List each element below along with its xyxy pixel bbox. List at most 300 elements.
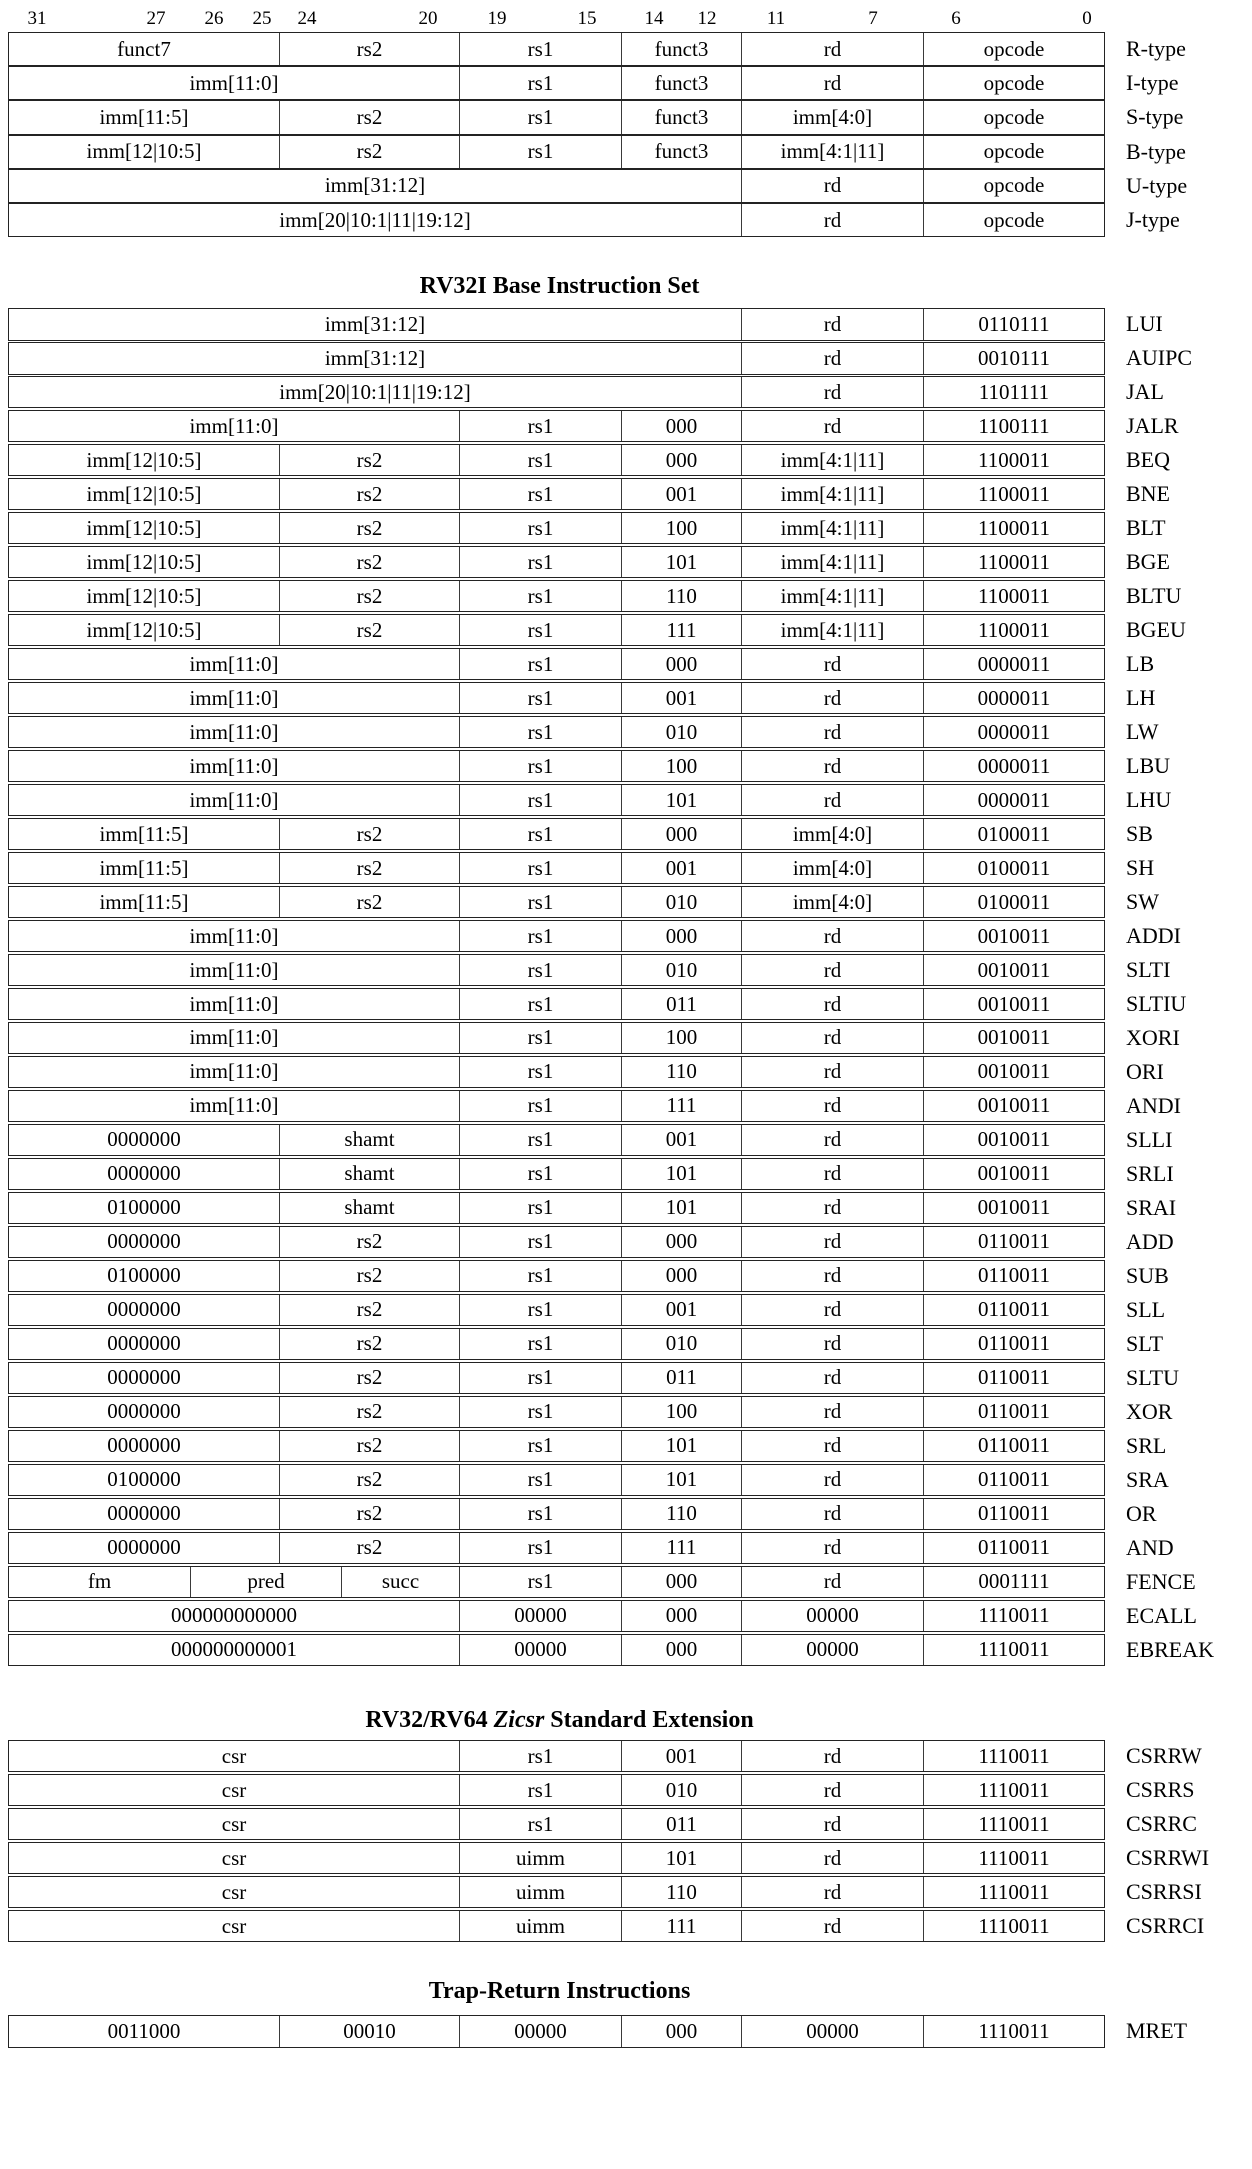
field-cell: rs1 — [459, 1091, 621, 1121]
field-cell: 0000000 — [107, 1399, 181, 1424]
field-cell: rs1 — [459, 1775, 621, 1805]
instruction-mnemonic: MRET — [1126, 2018, 1188, 2044]
field-cell: 00000 — [741, 1601, 923, 1631]
field-cell: 0010011 — [923, 1057, 1104, 1087]
field-cell: rd — [741, 1843, 923, 1873]
field-cell: imm[31:12] — [324, 173, 426, 198]
field-cell: imm[4:0] — [741, 853, 923, 883]
field-cell: rs1 — [459, 581, 621, 611]
field-cell: 0110011 — [923, 1465, 1104, 1495]
instruction-mnemonic: CSRRCI — [1126, 1913, 1205, 1939]
field-cell: succ — [341, 1567, 459, 1597]
bit-field-row — [8, 1192, 1105, 1224]
field-cell: rs1 — [459, 887, 621, 917]
bit-field-row — [8, 2015, 1105, 2047]
field-cell: rs1 — [459, 751, 621, 781]
field-cell: 110 — [621, 1057, 741, 1087]
field-cell: 0000000 — [107, 1365, 181, 1390]
bit-number: 14 — [644, 8, 664, 29]
format-row — [8, 169, 1248, 203]
bit-field-row — [8, 1910, 1105, 1942]
format-row — [8, 203, 1248, 237]
field-cell: 000 — [621, 411, 741, 441]
bit-field-row — [8, 1808, 1105, 1840]
bit-field-row — [8, 308, 1105, 340]
field-cell: 0000011 — [923, 717, 1104, 747]
bit-field-row — [8, 376, 1105, 408]
field-cell: rd — [741, 989, 923, 1019]
instruction-row — [8, 1600, 1248, 1632]
field-cell: 000 — [621, 921, 741, 951]
format-type-label: R-type — [1126, 36, 1186, 62]
field-cell: rd — [741, 377, 923, 407]
instruction-mnemonic: LW — [1126, 719, 1159, 745]
field-cell: 00000 — [459, 1635, 621, 1665]
bit-field-row — [8, 1124, 1105, 1156]
instruction-row — [8, 376, 1248, 408]
format-table — [8, 32, 1248, 237]
instruction-row — [8, 1362, 1248, 1394]
bit-field-row — [8, 1532, 1105, 1564]
instruction-row — [8, 1260, 1248, 1292]
bit-field-row — [8, 512, 1105, 544]
bit-field-row — [8, 444, 1105, 476]
field-cell: rd — [741, 1329, 923, 1359]
field-cell: 001 — [621, 683, 741, 713]
bit-field-row — [8, 580, 1105, 612]
field-cell: imm[11:0] — [189, 1025, 279, 1050]
bit-field-row — [8, 716, 1105, 748]
field-cell: 1110011 — [923, 1843, 1104, 1873]
field-cell: rd — [741, 1499, 923, 1529]
instruction-row — [8, 1876, 1248, 1908]
field-cell: rs1 — [459, 33, 621, 65]
bit-number: 6 — [951, 8, 961, 29]
bit-number: 11 — [766, 8, 786, 29]
field-cell: imm[11:0] — [189, 753, 279, 778]
field-cell: imm[11:0] — [189, 991, 279, 1016]
instruction-row — [8, 1396, 1248, 1428]
bit-field-row — [8, 614, 1105, 646]
field-cell: csr — [221, 1811, 247, 1836]
field-cell: imm[4:1|11] — [741, 513, 923, 543]
rv32i-table — [8, 308, 1248, 1666]
field-cell: rd — [741, 1877, 923, 1907]
bit-field-row — [8, 1328, 1105, 1360]
field-cell: 111 — [621, 615, 741, 645]
instruction-row — [8, 682, 1248, 714]
instruction-row — [8, 716, 1248, 748]
field-cell: imm[12|10:5] — [86, 549, 202, 574]
field-cell: 00000 — [741, 1635, 923, 1665]
bit-field-row — [8, 852, 1105, 884]
instruction-mnemonic: CSRRW — [1126, 1743, 1202, 1769]
field-cell: 0000011 — [923, 751, 1104, 781]
field-cell: rs2 — [279, 1363, 459, 1393]
field-cell: 101 — [621, 547, 741, 577]
field-cell: rd — [741, 1397, 923, 1427]
field-cell: rs2 — [279, 1533, 459, 1563]
field-cell: shamt — [279, 1159, 459, 1189]
trap-heading-text: Trap-Return Instructions — [428, 1978, 691, 2005]
field-cell: 0110011 — [923, 1295, 1104, 1325]
field-cell: rd — [741, 1363, 923, 1393]
field-cell: imm[20|10:1|11|19:12] — [279, 207, 471, 232]
instruction-mnemonic: SRA — [1126, 1466, 1169, 1492]
instruction-row — [8, 444, 1248, 476]
field-cell: 000000000001 — [171, 1637, 297, 1662]
field-cell: 00000 — [741, 2016, 923, 2046]
bit-field-row — [8, 920, 1105, 952]
field-cell: 0010011 — [923, 955, 1104, 985]
field-cell: 001 — [621, 1295, 741, 1325]
instruction-mnemonic: SLLI — [1126, 1126, 1173, 1152]
bit-field-row — [8, 954, 1105, 986]
field-cell: 00000 — [459, 1601, 621, 1631]
field-cell: rs1 — [459, 853, 621, 883]
field-cell: rs1 — [459, 1329, 621, 1359]
field-cell: rs1 — [459, 513, 621, 543]
bit-field-row — [8, 1294, 1105, 1326]
bit-number: 19 — [487, 8, 507, 29]
bit-number: 12 — [697, 8, 717, 29]
instruction-mnemonic: LH — [1126, 685, 1156, 711]
bit-field-row — [8, 1056, 1105, 1088]
field-cell: rd — [741, 955, 923, 985]
bit-field-row — [8, 1566, 1105, 1598]
field-cell: 011 — [621, 989, 741, 1019]
field-cell: rs2 — [279, 819, 459, 849]
field-cell: rs1 — [459, 445, 621, 475]
field-cell: rd — [741, 921, 923, 951]
field-cell: 0010011 — [923, 1023, 1104, 1053]
instruction-mnemonic: CSRRWI — [1126, 1845, 1210, 1871]
field-cell: imm[11:0] — [189, 787, 279, 812]
field-cell: rs1 — [459, 1023, 621, 1053]
field-cell: rs1 — [459, 1809, 621, 1839]
field-cell: rs2 — [279, 513, 459, 543]
bit-field-row — [8, 682, 1105, 714]
instruction-row — [8, 784, 1248, 816]
zicsr-heading-suffix: Standard Extension — [544, 1706, 754, 1733]
field-cell: 00000 — [459, 2016, 621, 2046]
field-cell: rd — [741, 1431, 923, 1461]
field-cell: 0000000 — [107, 1127, 181, 1152]
field-cell: csr — [221, 1845, 247, 1870]
format-type-label: U-type — [1126, 172, 1188, 198]
field-cell: 1110011 — [923, 1775, 1104, 1805]
field-cell: rd — [741, 649, 923, 679]
bit-field-row — [8, 1740, 1105, 1772]
instruction-mnemonic: EBREAK — [1126, 1636, 1214, 1662]
instruction-mnemonic: SLL — [1126, 1296, 1166, 1322]
field-cell: rs1 — [459, 717, 621, 747]
field-cell: rs1 — [459, 1741, 621, 1771]
zicsr-heading — [8, 1707, 1111, 1733]
instruction-mnemonic: BLTU — [1126, 583, 1182, 609]
instruction-row — [8, 1634, 1248, 1666]
field-cell: 0000011 — [923, 649, 1104, 679]
bit-field-row — [8, 342, 1105, 374]
field-cell: 0010011 — [923, 989, 1104, 1019]
instruction-row — [8, 1294, 1248, 1326]
field-cell: 100 — [621, 1397, 741, 1427]
field-cell: 101 — [621, 1193, 741, 1223]
bit-number: 24 — [297, 8, 317, 29]
field-cell: 1110011 — [923, 2016, 1104, 2046]
instruction-mnemonic: XOR — [1126, 1398, 1173, 1424]
field-cell: 0000011 — [923, 785, 1104, 815]
instruction-mnemonic: FENCE — [1126, 1568, 1196, 1594]
field-cell: rs1 — [459, 1261, 621, 1291]
field-cell: rd — [741, 309, 923, 339]
instruction-mnemonic: BGEU — [1126, 617, 1186, 643]
field-cell: rs2 — [279, 1329, 459, 1359]
field-cell: 0100011 — [923, 853, 1104, 883]
field-cell: rs1 — [459, 1397, 621, 1427]
field-cell: rd — [741, 1091, 923, 1121]
field-cell: 001 — [621, 1125, 741, 1155]
field-cell: 100 — [621, 1023, 741, 1053]
field-cell: 0000000 — [107, 1297, 181, 1322]
instruction-row — [8, 1430, 1248, 1462]
instruction-mnemonic: LHU — [1126, 787, 1172, 813]
field-cell: rs1 — [459, 1057, 621, 1087]
zicsr-table — [8, 1740, 1248, 1942]
field-cell: opcode — [923, 67, 1104, 99]
field-cell: 0000000 — [107, 1535, 181, 1560]
field-cell: rd — [741, 1465, 923, 1495]
field-cell: 111 — [621, 1911, 741, 1941]
field-cell: 0010011 — [923, 1091, 1104, 1121]
field-cell: 0110011 — [923, 1363, 1104, 1393]
field-cell: rs1 — [459, 479, 621, 509]
instruction-row — [8, 1022, 1248, 1054]
format-type-label: J-type — [1126, 207, 1180, 233]
field-cell: rs1 — [459, 615, 621, 645]
bit-number: 15 — [577, 8, 597, 29]
field-cell: 0010011 — [923, 921, 1104, 951]
field-cell: rd — [741, 411, 923, 441]
field-cell: 110 — [621, 1499, 741, 1529]
field-cell: 000 — [621, 1601, 741, 1631]
field-cell: 010 — [621, 887, 741, 917]
instruction-mnemonic: SLTU — [1126, 1364, 1179, 1390]
field-cell: 001 — [621, 1741, 741, 1771]
instruction-row — [8, 1740, 1248, 1772]
format-row — [8, 135, 1248, 169]
instruction-mnemonic: CSRRSI — [1126, 1879, 1202, 1905]
instruction-row — [8, 818, 1248, 850]
field-cell: 0110011 — [923, 1499, 1104, 1529]
field-cell: 101 — [621, 1465, 741, 1495]
instruction-row — [8, 1808, 1248, 1840]
field-cell: rs2 — [279, 1465, 459, 1495]
field-cell: rs1 — [459, 819, 621, 849]
field-cell: imm[12|10:5] — [86, 617, 202, 642]
bit-number: 7 — [868, 8, 878, 29]
field-cell: imm[11:5] — [99, 821, 189, 846]
field-cell: rd — [741, 170, 923, 202]
bit-number: 27 — [146, 8, 166, 29]
rv32i-heading — [8, 273, 1111, 299]
field-cell: rd — [741, 67, 923, 99]
field-cell: imm[11:0] — [189, 1093, 279, 1118]
bit-number: 0 — [1082, 8, 1092, 29]
field-cell: rs1 — [459, 1567, 621, 1597]
instruction-row — [8, 648, 1248, 680]
field-cell: 101 — [621, 1843, 741, 1873]
field-cell: imm[12|10:5] — [86, 447, 202, 472]
field-cell: rs2 — [279, 33, 459, 65]
bit-field-row — [8, 1600, 1105, 1632]
field-cell: csr — [221, 1743, 247, 1768]
bit-field-row — [8, 988, 1105, 1020]
instruction-mnemonic: BNE — [1126, 481, 1170, 507]
field-cell: funct7 — [117, 36, 171, 61]
field-cell: rs1 — [459, 1227, 621, 1257]
bit-field-row — [8, 1634, 1105, 1666]
bit-field-row — [8, 784, 1105, 816]
field-cell: rs2 — [279, 1261, 459, 1291]
field-cell: opcode — [923, 170, 1104, 202]
field-cell: rs2 — [279, 1397, 459, 1427]
field-cell: 110 — [621, 581, 741, 611]
instruction-row — [8, 2015, 1248, 2047]
field-cell: 001 — [621, 853, 741, 883]
field-cell: rs1 — [459, 921, 621, 951]
bit-position-ruler — [8, 6, 1108, 31]
bit-field-row — [8, 1260, 1105, 1292]
instruction-mnemonic: SRLI — [1126, 1160, 1174, 1186]
instruction-mnemonic: JAL — [1126, 379, 1164, 405]
instruction-mnemonic: SUB — [1126, 1262, 1169, 1288]
field-cell: rd — [741, 785, 923, 815]
instruction-mnemonic: AND — [1126, 1534, 1174, 1560]
field-cell: rs1 — [459, 683, 621, 713]
bit-field-row — [8, 135, 1105, 169]
field-cell: rd — [741, 683, 923, 713]
instruction-mnemonic: ADD — [1126, 1228, 1174, 1254]
field-cell: 0100011 — [923, 819, 1104, 849]
field-cell: 0001111 — [923, 1567, 1104, 1597]
field-cell: 0110011 — [923, 1533, 1104, 1563]
instruction-mnemonic: CSRRS — [1126, 1777, 1195, 1803]
field-cell: 000 — [621, 445, 741, 475]
field-cell: imm[4:0] — [741, 887, 923, 917]
bit-number: 20 — [418, 8, 438, 29]
instruction-mnemonic: SRL — [1126, 1432, 1167, 1458]
field-cell: rd — [741, 1125, 923, 1155]
field-cell: 0100000 — [107, 1263, 181, 1288]
field-cell: rs1 — [459, 101, 621, 133]
instruction-row — [8, 988, 1248, 1020]
instruction-mnemonic: AUIPC — [1126, 345, 1193, 371]
instruction-row — [8, 342, 1248, 374]
field-cell: imm[4:1|11] — [741, 136, 923, 168]
bit-number: 25 — [252, 8, 272, 29]
instruction-row — [8, 920, 1248, 952]
field-cell: rs1 — [459, 1533, 621, 1563]
field-cell: 0100000 — [107, 1195, 181, 1220]
instruction-mnemonic: SLTIU — [1126, 991, 1187, 1016]
instruction-row — [8, 1532, 1248, 1564]
instruction-mnemonic: LUI — [1126, 311, 1163, 337]
field-cell: shamt — [279, 1193, 459, 1223]
field-cell: rd — [741, 1023, 923, 1053]
field-cell: imm[4:1|11] — [741, 615, 923, 645]
field-cell: imm[12|10:5] — [86, 515, 202, 540]
field-cell: 010 — [621, 1775, 741, 1805]
instruction-row — [8, 1124, 1248, 1156]
field-cell: 1101111 — [923, 377, 1104, 407]
field-cell: rs1 — [459, 1431, 621, 1461]
field-cell: uimm — [459, 1877, 621, 1907]
field-cell: imm[4:0] — [741, 101, 923, 133]
field-cell: opcode — [923, 101, 1104, 133]
field-cell: rs1 — [459, 1295, 621, 1325]
bit-field-row — [8, 1158, 1105, 1190]
field-cell: 1100011 — [923, 615, 1104, 645]
field-cell: 010 — [621, 717, 741, 747]
field-cell: rs1 — [459, 1499, 621, 1529]
field-cell: rd — [741, 1261, 923, 1291]
field-cell: rd — [741, 1193, 923, 1223]
instruction-row — [8, 410, 1248, 442]
format-type-label: S-type — [1126, 104, 1184, 130]
field-cell: 000 — [621, 2016, 741, 2046]
field-cell: 101 — [621, 785, 741, 815]
field-cell: 0110011 — [923, 1397, 1104, 1427]
field-cell: uimm — [459, 1843, 621, 1873]
zicsr-heading-italic: Zicsr — [493, 1706, 545, 1733]
field-cell: 1110011 — [923, 1911, 1104, 1941]
field-cell: 00010 — [279, 2016, 459, 2046]
field-cell: rs1 — [459, 136, 621, 168]
field-cell: shamt — [279, 1125, 459, 1155]
field-cell: rs1 — [459, 547, 621, 577]
field-cell: imm[4:1|11] — [741, 479, 923, 509]
instruction-row — [8, 478, 1248, 510]
instruction-row — [8, 1566, 1248, 1598]
field-cell: opcode — [923, 136, 1104, 168]
format-type-label: B-type — [1126, 138, 1186, 164]
field-cell: 1100011 — [923, 445, 1104, 475]
instruction-mnemonic: SH — [1126, 855, 1155, 881]
bit-field-row — [8, 1022, 1105, 1054]
instruction-row — [8, 1842, 1248, 1874]
field-cell: csr — [221, 1777, 247, 1802]
field-cell: 0011000 — [107, 2018, 181, 2043]
field-cell: csr — [221, 1879, 247, 1904]
field-cell: rs2 — [279, 1295, 459, 1325]
instruction-row — [8, 512, 1248, 544]
field-cell: funct3 — [621, 101, 741, 133]
field-cell: rd — [741, 751, 923, 781]
field-cell: rs2 — [279, 615, 459, 645]
instruction-row — [8, 614, 1248, 646]
bit-field-row — [8, 1226, 1105, 1258]
field-cell: rs1 — [459, 411, 621, 441]
field-cell: rd — [741, 1809, 923, 1839]
bit-field-row — [8, 1430, 1105, 1462]
bit-field-row — [8, 1876, 1105, 1908]
format-row — [8, 100, 1248, 134]
field-cell: 1110011 — [923, 1601, 1104, 1631]
field-cell: csr — [221, 1913, 247, 1938]
bit-field-row — [8, 750, 1105, 782]
field-cell: rs2 — [279, 853, 459, 883]
